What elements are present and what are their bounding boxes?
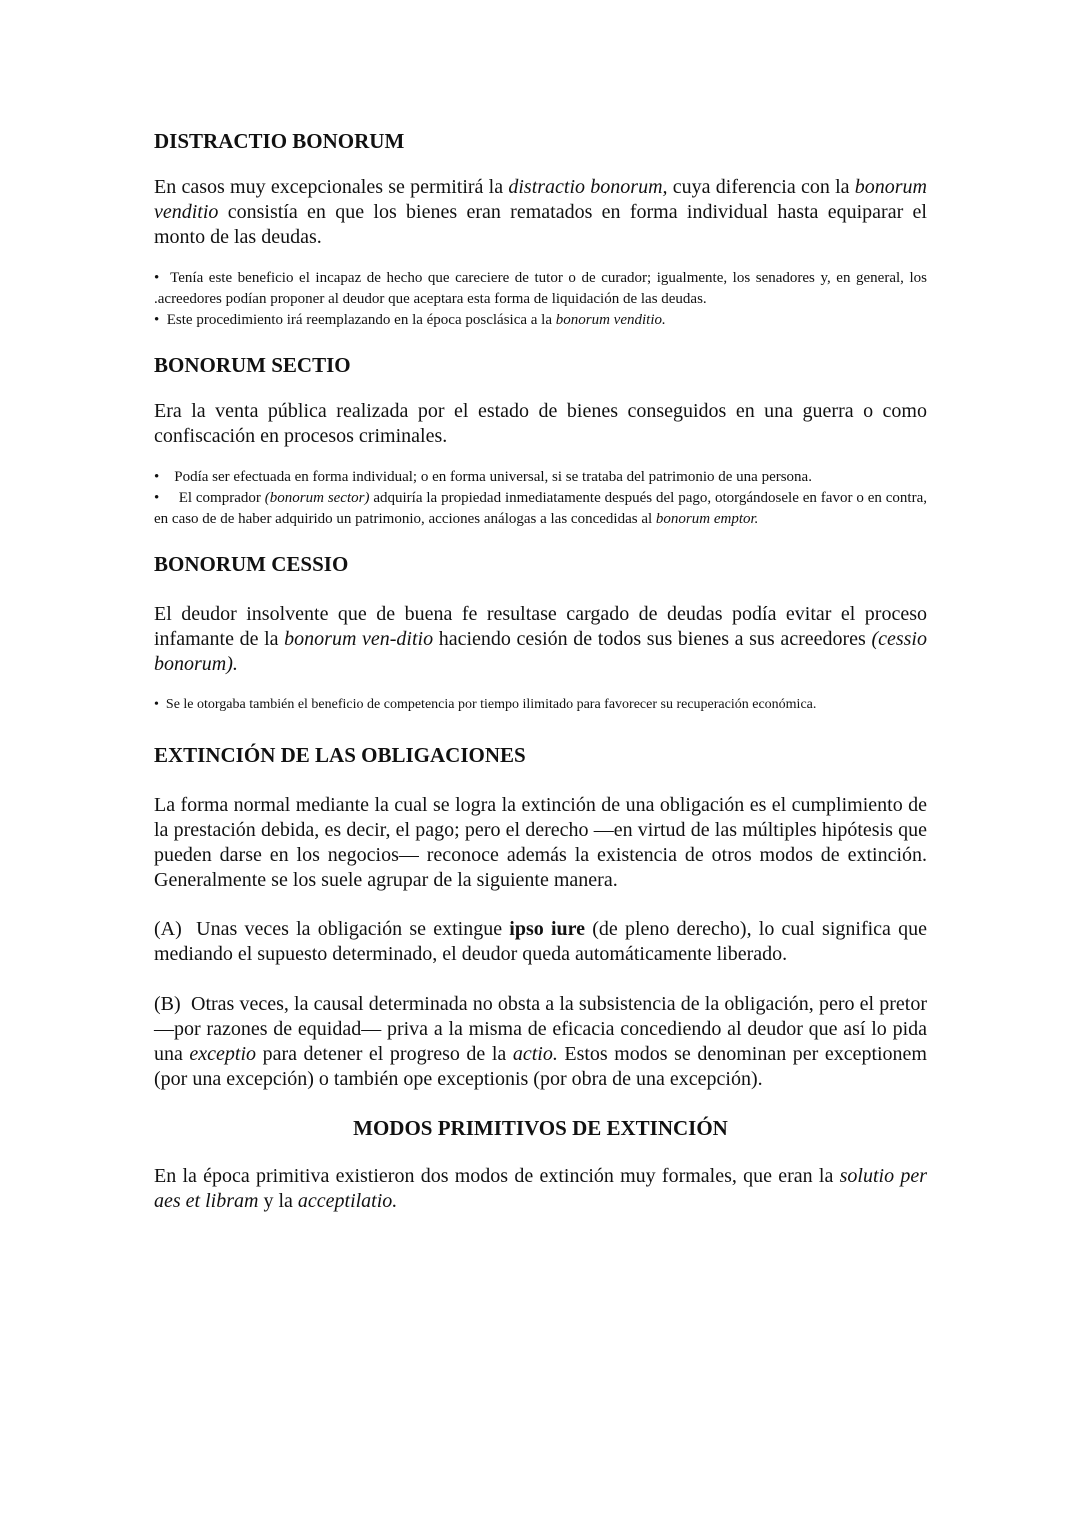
paragraph-extincion-a: (A) Unas veces la obligación se extingue ipso iure (de pleno derecho), lo cual significa que mediando el supuesto determinado, el deudor queda automáticamente liberado. <box>154 918 927 965</box>
bullet-marker: • <box>154 490 160 506</box>
bullet-marker: • <box>154 270 160 286</box>
document-page <box>154 127 927 1214</box>
bullet-sectio-2: • El comprador (bonorum sector) adquiría la propiedad inmediatamente después del pago, otorgándosele en favor o en contra, en caso de de haber adquirido un patrimonio, acciones análogas a las concedidas al bonorum emptor. <box>154 490 927 527</box>
bullet-distractio-2: • Este procedimiento irá reemplazando en la época posclásica a la bonorum venditio. <box>154 312 666 328</box>
paragraph-cessio: El deudor insolvente que de buena fe resultase cargado de deudas podía evitar el proceso infamante de la bonorum ven-ditio haciendo cesión de todos sus bienes a sus acreedores (cessio bonorum). <box>154 603 927 675</box>
heading-sectio: BONORUM SECTIO <box>154 353 351 377</box>
bullet-marker: • <box>154 312 160 328</box>
paragraph-extincion: La forma normal mediante la cual se logra la extinción de una obligación es el cumplimiento de la prestación debida, es decir, el pago; pero el derecho —en virtud de las múltiples hipótesis que pueden darse en los negocios— reconoce además la existencia de otros modos de extinción. Generalmente se los suele agrupar de la siguiente manera. <box>154 794 927 891</box>
heading-distractio: DISTRACTIO BONORUM <box>154 129 405 153</box>
paragraph-modos: En la época primitiva existieron dos modos de extinción muy formales, que eran la solutio per aes et libram y la acceptilatio. <box>154 1165 927 1212</box>
heading-cessio: BONORUM CESSIO <box>154 552 349 576</box>
bullet-marker: • <box>154 469 160 485</box>
paragraph-distractio: En casos muy excepcionales se permitirá la distractio bonorum, cuya diferencia con la bonorum venditio consistía en que los bienes eran rematados en forma individual hasta equiparar el monto de las deudas. <box>154 176 927 248</box>
bullet-distractio-1: • Tenía este beneficio el incapaz de hecho que careciere de tutor o de curador; igualmente, los senadores y, en general, los .acreedores podían proponer al deudor que aceptara esta forma de liquidación de las deudas. <box>154 270 927 307</box>
bullet-sectio-1: • Podía ser efectuada en forma individual; o en forma universal, si se trataba del patrimonio de una persona. <box>154 469 812 485</box>
paragraph-extincion-b: (B) Otras veces, la causal determinada no obsta a la subsistencia de la obligación, pero el pretor —por razones de equidad— priva a la misma de eficacia concediendo al deudor que así lo pida una exceptio para detener el progreso de la actio. Estos modos se denominan per exceptionem (por una excepción) o también ope exceptionis (por obra de una excepción). <box>154 993 927 1090</box>
paragraph-sectio: Era la venta pública realizada por el estado de bienes conseguidos en una guerra o como confiscación en procesos criminales. <box>154 400 927 447</box>
bullet-cessio-1: • Se le otorgaba también el beneficio de competencia por tiempo ilimitado para favorecer su recuperación económica. <box>154 697 817 712</box>
bullet-marker: • <box>154 697 159 712</box>
heading-extincion: EXTINCIÓN DE LAS OBLIGACIONES <box>154 743 526 767</box>
heading-modos: MODOS PRIMITIVOS DE EXTINCIÓN <box>353 1116 728 1140</box>
